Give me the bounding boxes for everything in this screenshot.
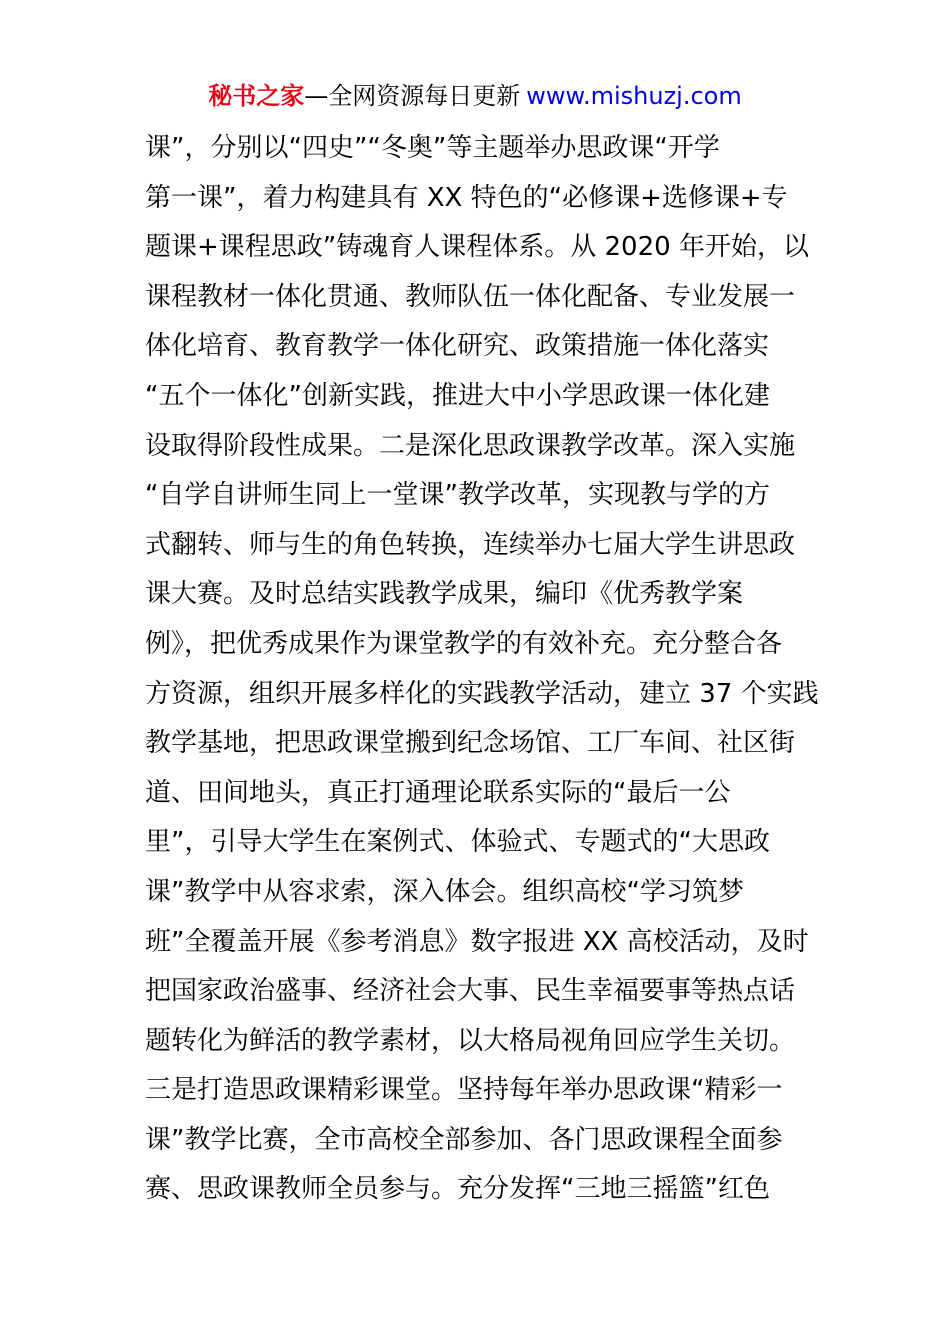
text-line: 课”教学比赛，全市高校全部参加、各门思政课程全面参	[145, 1124, 783, 1155]
text-line: 班”全覆盖开展《参考消息》数字报进 XX 高校活动，及时	[145, 926, 809, 957]
text-line: “五个一体化”创新实践，推进大中小学思政课一体化建	[145, 380, 770, 411]
text-line: 课程教材一体化贯通、教师队伍一体化配备、专业发展一	[145, 281, 796, 312]
text-line: 第一课”，着力构建具有 XX 特色的“必修课+选修课+专	[145, 182, 788, 213]
text-line: 里”，引导大学生在案例式、体验式、专题式的“大思政	[145, 827, 770, 858]
text-line: 三是打造思政课精彩课堂。坚持每年举办思政课“精彩一	[145, 1075, 783, 1106]
text-line: 式翻转、师与生的角色转换，连续举办七届大学生讲思政	[145, 529, 796, 560]
site-brand: 秘书之家	[208, 82, 305, 110]
site-tagline: —全网资源每日更新	[304, 82, 521, 110]
text-line: 教学基地，把思政课堂搬到纪念场馆、工厂车间、社区街	[145, 728, 796, 759]
site-url-link[interactable]: www.mishuzj.com	[526, 82, 742, 110]
text-line: 课”，分别以“四史”“冬奥”等主题举办思政课“开学	[145, 133, 720, 163]
text-line: 把国家政治盛事、经济社会大事、民生幸福要事等热点话	[145, 976, 796, 1007]
text-line: 题转化为鲜活的教学素材，以大格局视角回应学生关切。	[145, 1025, 796, 1056]
text-line: “自学自讲师生同上一堂课”教学改革，实现教与学的方	[145, 480, 770, 511]
site-header	[0, 78, 950, 114]
text-line: 设取得阶段性成果。二是深化思政课教学改革。深入实施	[145, 430, 796, 461]
text-line: 赛、思政课教师全员参与。充分发挥“三地三摇篮”红色	[145, 1174, 770, 1205]
document-body	[145, 124, 825, 1215]
text-line: 道、田间地头，真正打通理论联系实际的“最后一公	[145, 777, 731, 808]
text-line: 体化培育、教育教学一体化研究、政策措施一体化落实	[145, 331, 770, 362]
text-line: 题课+课程思政”铸魂育人课程体系。从 2020 年开始，以	[145, 232, 809, 263]
text-line: 方资源，组织开展多样化的实践教学活动，建立 37 个实践	[145, 678, 819, 709]
text-line: 课”教学中从容求索，深入体会。组织高校“学习筑梦	[145, 876, 744, 907]
text-line: 例》，把优秀成果作为课堂教学的有效补充。充分整合各	[145, 628, 783, 659]
text-line: 课大赛。及时总结实践教学成果，编印《优秀教学案	[145, 579, 744, 610]
